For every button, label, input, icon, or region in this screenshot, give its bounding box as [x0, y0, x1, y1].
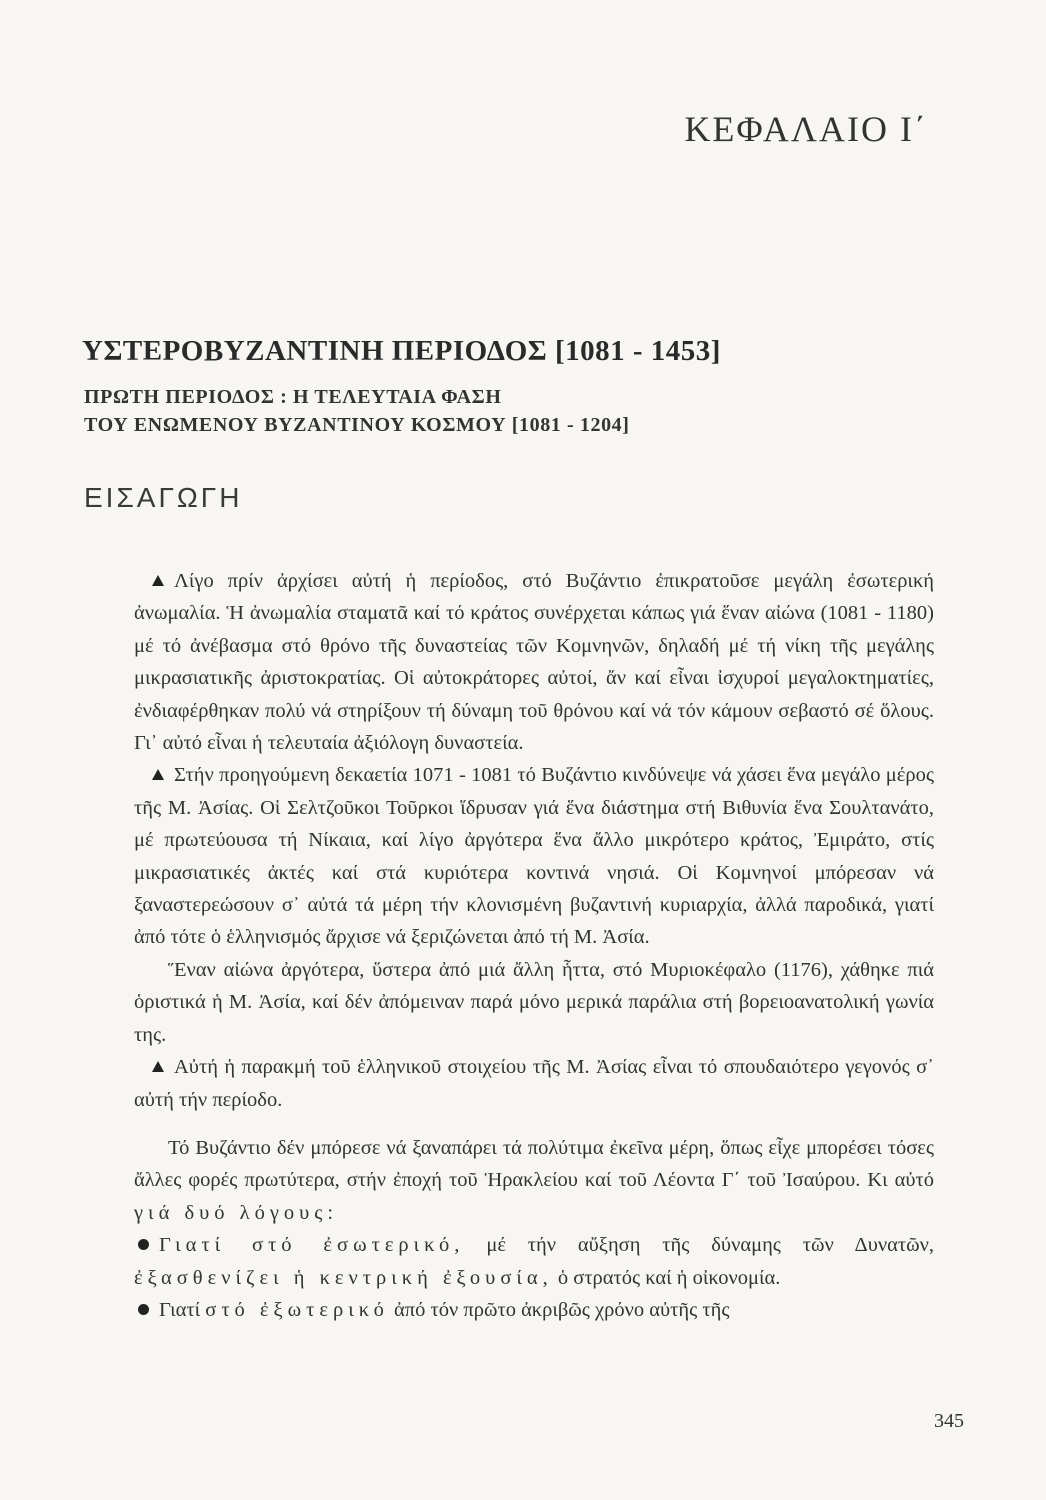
- bullet-2-lead: Γιατί: [159, 1298, 201, 1321]
- sub-title: [84, 383, 630, 439]
- bullet-2-text: ἀπό τόν πρῶτο ἀκριβῶς χρόνο αὐτῆς τῆς: [394, 1298, 730, 1321]
- circle-bullet-icon: [138, 1239, 149, 1250]
- intro-heading: ΕΙΣΑΓΩΓΗ: [84, 482, 243, 513]
- triangle-bullet-icon: [152, 769, 164, 780]
- triangle-bullet-icon: [152, 1061, 164, 1072]
- chapter-heading: ΚΕΦΑΛΑΙΟ Ι΄: [684, 109, 928, 149]
- paragraph-5: [134, 1132, 934, 1229]
- paragraph-2-text: Στήν προηγούμενη δεκαετία 1071 - 1081 τό Βυζάντιο κινδύνεψε νά χάσει ἕνα μεγάλο μέρος τῆς Μ. Ἀσίας. Οἱ Σελτζοῦκοι Τοῦρκοι ἵδρυσαν γιά ἕνα διάστημα στή Βιθυνία ἕνα Σουλτανάτο, μέ πρωτεύουσα τή Νίκαια, καί λίγο ἀργότερα ἕνα ἄλλο μικρότερο κράτος, Ἐμιράτο, στίς μικρασιατικές ἀκτές καί στά κυριότερα κοντινά νησιά. Οἱ Κομνηνοί μπόρεσαν νά ξαναστερεώσουν σ᾽ αὐτά τά μέρη τήν κλονισμένη βυζαντινή κυριαρχία, ἀλλά παροδικά, γιατί ἀπό τότε ὁ ἑλληνισμός ἄρχισε νά ξεριζώνεται ἀπό τή Μ. Ἀσία.: [134, 764, 934, 949]
- sub-title-line-2: ΤΟΥ ΕΝΩΜΕΝΟΥ ΒΥΖΑΝΤΙΝΟΥ ΚΟΣΜΟΥ [1081 - 1204]: [84, 414, 630, 436]
- bullet-1-spaced: ἐξασθενίζει ἡ κεντρική ἐξουσία,: [134, 1266, 553, 1289]
- paragraph-2: [134, 759, 934, 953]
- body-text: [134, 565, 934, 1326]
- triangle-bullet-icon: [152, 575, 164, 586]
- paragraph-3-text: Ἕναν αἰώνα ἀργότερα, ὕστερα ἀπό μιά ἄλλη ἧττα, στό Μυριοκέφαλο (1176), χάθηκε πιά ὁριστικά ἡ Μ. Ἀσία, καί δέν ἀπόμειναν παρά μόνο μερικά παράλια στή βορειοανατολική γωνία της.: [134, 958, 934, 1046]
- paragraph-4-text: Αὐτή ἡ παρακμή τοῦ ἑλληνικοῦ στοιχείου τῆς Μ. Ἀσίας εἶναι τό σπουδαιότερο γεγονός σ᾽ αὐτή τήν περίοδο.: [134, 1056, 934, 1111]
- period-title: ΥΣΤΕΡΟΒΥΖΑΝΤΙΝΗ ΠΕΡΙΟΔΟΣ [1081 - 1453]: [82, 335, 721, 367]
- paragraph-1: [134, 565, 934, 759]
- bullet-1-text: μέ τήν αὔξηση τῆς δύναμης τῶν Δυνατῶν,: [486, 1234, 934, 1257]
- bullet-2: [134, 1294, 934, 1326]
- bullet-2-spaced: στό ἐξωτερικό: [205, 1298, 389, 1321]
- bullet-1-end: ὁ στρατός καί ἡ οἰκονομία.: [557, 1266, 781, 1289]
- circle-bullet-icon: [138, 1304, 149, 1315]
- bullet-1: [134, 1229, 934, 1294]
- paragraph-1-text: Λίγο πρίν ἀρχίσει αὐτή ἡ περίοδος, στό Βυζάντιο ἐπικρατοῦσε μεγάλη ἐσωτερική ἀνωμαλία. Ἡ ἀνωμαλία σταματᾶ καί τό κράτος συνέρχεται κάπως γιά ἕναν αἰώνα (1081 - 1180) μέ τό ἀνέβασμα στό θρόνο τῆς δυναστείας τῶν Κομνηνῶν, δηλαδή μέ τή νίκη τῆς μεγάλης μικρασιατικῆς ἀριστοκρατίας. Οἱ αὐτοκράτορες αὐτοί, ἄν καί εἶναι ἰσχυροί μεγαλοκτηματίες, ἐνδιαφέρθηκαν πολύ νά στηρίξουν τή δύναμη τοῦ θρόνου καί νά τόν κάμουν σεβαστό σέ ὅλους. Γι᾽ αὐτό εἶναι ἡ τελευταία ἀξιόλογη δυναστεία.: [134, 570, 934, 755]
- paragraph-3: [134, 954, 934, 1051]
- paragraph-5-text: Τό Βυζάντιο δέν μπόρεσε νά ξαναπάρει τά πολύτιμα ἐκεῖνα μέρη, ὅπως εἶχε μπορέσει τόσες ἄλλες φορές πρωτύτερα, στήν ἐποχή τοῦ Ἡρακλείου καί τοῦ Λέοντα Γ΄ τοῦ Ἰσαύρου. Κι αὐτό: [134, 1136, 934, 1192]
- page-number: 345: [934, 1410, 964, 1432]
- bullet-1-lead: Γιατί στό ἐσωτερικό,: [159, 1234, 465, 1257]
- sub-title-line-1: ΠΡΩΤΗ ΠΕΡΙΟΔΟΣ : Η ΤΕΛΕΥΤΑΙΑ ΦΑΣΗ: [84, 386, 502, 408]
- paragraph-5-spaced: γιά δυό λόγους:: [134, 1201, 339, 1224]
- paragraph-4: [134, 1051, 934, 1116]
